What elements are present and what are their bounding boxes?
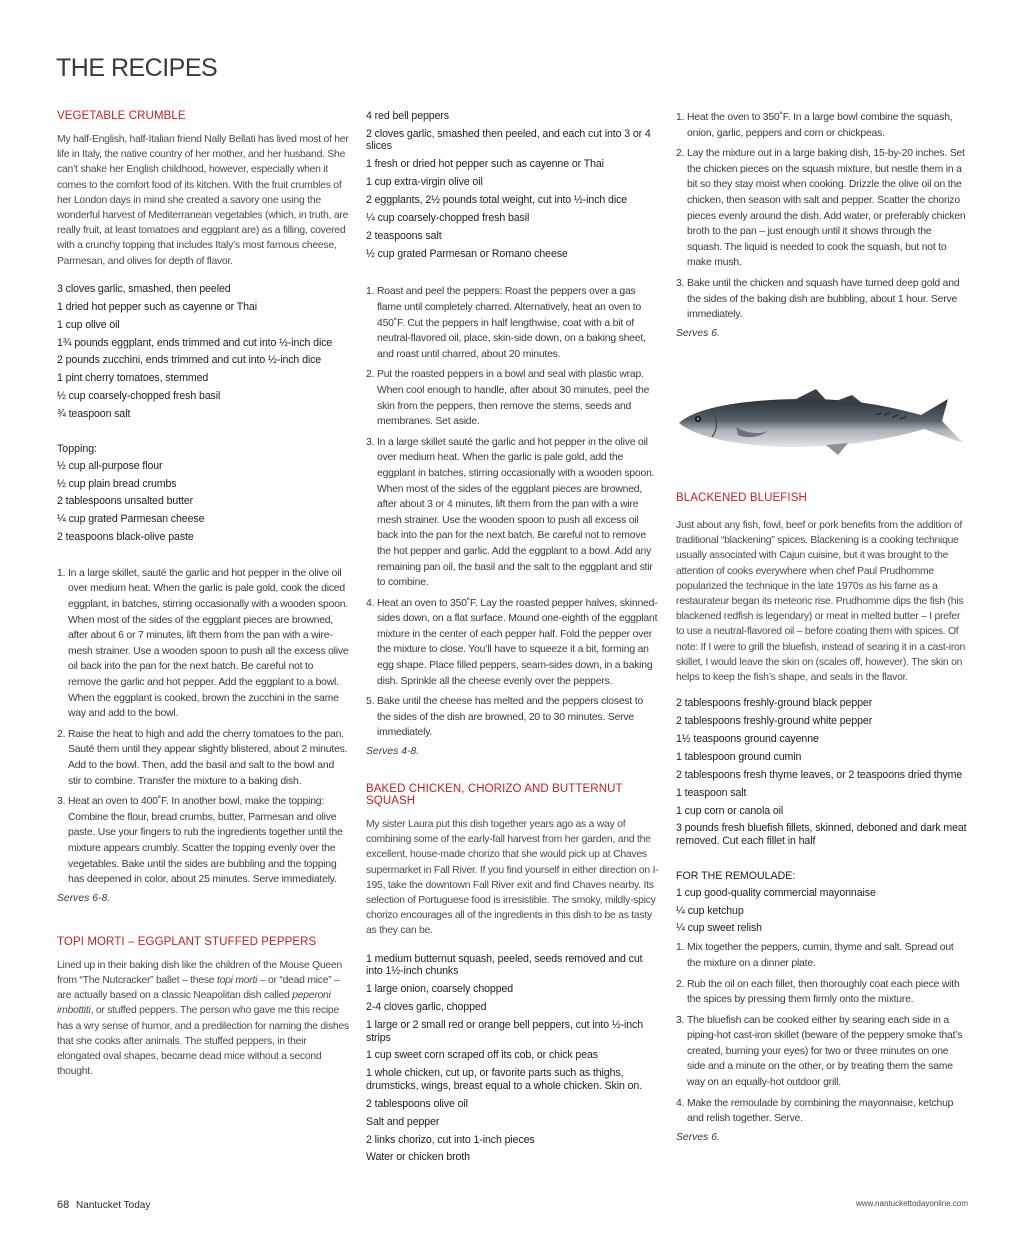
ingredient-item: 2 tablespoons freshly-ground white pepper <box>676 715 873 728</box>
blackened-bluefish-intro: Just about any fish, fowl, beef or pork benefits from the addition of traditional “blackening” spices. Blackening is a cooking technique usually associated with Cajun cuisine, but it was brought to the attention of cooks everywhere when chef Paul Prudhomme popularized the technique in the late 1970s as his fame as a restaurateur began its meteoric rise. Prudhomme dips the fish (his blackened redfish is legendary) or meat in melted butter – I prefer to use a neutral-flavored oil – before coating them with spices. Of note: If I were to grill the bluefish, instead of searing it in a cast-iron skillet, I would leave the skin on (scales off, however). The skin on helps to keep the fish’s shape, and seals in the flavor. <box>676 520 966 684</box>
baked-chicken-steps <box>676 110 968 323</box>
topping-ingredients <box>57 460 349 544</box>
step-item: 1. Roast and peel the peppers: Roast the peppers over a gas flame until completely charred. Alternatively, heat an oven to 450˚F. Cut the peppers in half lengthwise, coat with a bit of neutral-flavored oil, place, skin-side down, on a baking sheet, and roast until charred, about 20 minutes. <box>366 286 646 360</box>
ingredient-item: 1 cup extra-virgin olive oil <box>366 176 483 189</box>
topi-morti-ingredients <box>366 110 659 260</box>
step-item: 2. Lay the mixture out in a large baking dish, 15-by-20 inches. Set the chicken pieces on the squash mixture, but nestle them in a bit so they stay moist when cooking. Drizzle the olive oil on the chicken, then season with salt and pepper. Scatter the chorizo pieces evenly around the dish. Add water, or preferably chicken broth to the pan – just enough until it shows through the squash. The liquid is needed to cook the squash, but not to make mush. <box>676 148 966 269</box>
topi-morti-steps <box>366 284 659 741</box>
ingredient-item: ¾ teaspoon salt <box>57 408 131 421</box>
footer-left <box>57 1199 150 1211</box>
ingredient-item: 1 large onion, coarsely chopped <box>366 983 514 996</box>
vegetable-crumble-heading: VEGETABLE CRUMBLE <box>57 110 186 122</box>
bluefish-illustration <box>676 385 968 463</box>
ingredient-item: 1 dried hot pepper such as cayenne or Thai <box>57 300 257 313</box>
ingredient-item: 2 tablespoons fresh thyme leaves, or 2 teaspoons dried thyme <box>676 768 963 781</box>
ingredient-item: 2 tablespoons freshly-ground black pepper <box>676 697 873 710</box>
vegetable-crumble-serves: Serves 6-8. <box>57 892 111 904</box>
ingredient-item: 4 red bell peppers <box>366 110 450 122</box>
ingredient-item: 1 large or 2 small red or orange bell peppers, cut into ½-inch strips <box>366 1018 644 1044</box>
ingredient-item: ¼ cup ketchup <box>676 904 744 917</box>
column-middle <box>366 110 659 1169</box>
step-item: 4. Make the remoulade by combining the mayonnaise, ketchup and relish together. Serve. <box>676 1097 954 1125</box>
baked-chicken-serves: Serves 6. <box>676 327 720 339</box>
ingredient-line: 1¾ pounds eggplant, ends trimmed and cut into ½-inch dice <box>57 336 333 349</box>
ingredient-item: 2 pounds zucchini, ends trimmed and cut into ½-inch dice <box>57 354 322 367</box>
ingredient-item: 1½ teaspoons ground cayenne <box>676 733 819 746</box>
step-item: 2. Raise the heat to high and add the cherry tomatoes to the pan. Sauté them until they appear slightly blistered, about 2 minutes. Add to the bowl. Then, add the basil and salt to the bowl and stir to combine. Transfer the mixture to a baking dish. <box>57 728 348 787</box>
ingredient-item: 1 cup olive oil <box>57 318 120 331</box>
step-item: 3. In a large skillet sauté the garlic and hot pepper in the olive oil over medium heat. When the garlic is pale gold, add the eggplant in batches, stirring occasionally with a wooden spoon. When most of the sides of the eggplant pieces are browned, after about 3 or 4 minutes, lift them from the pan with a wire mesh strainer. Use the wooden spoon to push all excess oil back into the pan for the next batch. Be careful not to remove the hot pepper and garlic. Add the eggplant to a bowl. Add any remaining pan oil, the basil and the salt to the eggplant and stir to combine. <box>366 436 655 589</box>
baked-chicken-ingredients <box>366 953 659 1164</box>
ingredient-item: 1 teaspoon salt <box>676 786 747 799</box>
ingredient-item: 3 cloves garlic, smashed, then peeled <box>57 282 231 295</box>
ingredient-item: 2 tablespoons unsalted butter <box>57 495 194 508</box>
blackened-bluefish-heading: BLACKENED BLUEFISH <box>676 492 807 504</box>
ingredient-item: 2 cloves garlic, smashed then peeled, and each cut into 3 or 4 slices <box>366 127 651 153</box>
page-title: THE RECIPES <box>56 54 218 82</box>
step-item: 4. Heat an oven to 350˚F. Lay the roasted pepper halves, skinned-sides down, on a flat surface. Mound one-eighth of the eggplant mixture in the center of each pepper half. Fold the pepper over the mixture to close. You’ll have to squeeze it a bit, forming an egg shape. Place filled peppers, seam-sides down, in a baking dish. Sprinkle all the cheese evenly over the peppers. <box>366 597 658 687</box>
blackened-bluefish-ingredients <box>676 697 968 847</box>
ingredient-item: ¼ cup grated Parmesan cheese <box>57 513 205 526</box>
ingredient-item: ¼ cup sweet relish <box>676 922 762 935</box>
footer-website: www.nantuckettodayonline.com <box>855 1199 968 1208</box>
blackened-bluefish-steps <box>676 940 968 1127</box>
vegetable-crumble-steps <box>57 566 349 888</box>
ingredient-item: 2-4 cloves garlic, chopped <box>366 1001 487 1014</box>
step-item: 5. Bake until the cheese has melted and the peppers closest to the sides of the dish are browned, 20 to 30 minutes. Serve immediately. <box>366 696 644 739</box>
vegetable-crumble-ingredients <box>57 283 349 421</box>
ingredient-item: 1 whole chicken, cut up, or favorite parts such as thighs, drumsticks, wings, breast equal to a whole chicken. Skin on. <box>366 1067 643 1092</box>
ingredient-item: 1 cup corn or canola oil <box>676 804 784 817</box>
step-item: 2. Rub the oil on each fillet, then thoroughly coat each piece with the spices by pressing them firmly onto the mixture. <box>676 978 960 1006</box>
ingredient-item: ¼ cup coarsely-chopped fresh basil <box>366 212 530 225</box>
fish-shape <box>679 389 963 455</box>
ingredient-item: 1 fresh or dried hot pepper such as cayenne or Thai <box>366 158 604 171</box>
ingredient-item: 3 pounds fresh bluefish fillets, skinned, deboned and dark meat removed. Cut each fillet in half <box>676 822 967 848</box>
blackened-bluefish-serves: Serves 6. <box>676 1131 720 1143</box>
step-item: 1. Heat the oven to 350˚F. In a large bowl combine the squash, onion, garlic, peppers and corn or chickpeas. <box>676 112 953 139</box>
ingredient-item: 1 cup sweet corn scraped off its cob, or chick peas <box>366 1049 599 1062</box>
baked-chicken-intro: My sister Laura put this dish together years ago as a way of combining some of the early-fall harvest from her garden, and the excellent, house-made chorizo that she would pick up at Chaves supermarket in Fall River. If you find yourself in either direction on I-195, take the downtown Fall River exit and find Chaves nearby. Its selection of Portuguese food is irresistible. The smoky, mildly-spicy chorizo encourages all of the ingredients in this dish to be as tasty as they can be. <box>366 819 659 937</box>
ingredient-item: ½ cup all-purpose flour <box>57 459 163 472</box>
step-item: 3. Heat an oven to 400˚F. In another bowl, make the topping: Combine the flour, bread crumbs, butter, Parmesan and olive paste. Use your fingers to rub the ingredients together until the mixture appears crumbly. Scatter the topping evenly over the vegetables. Bake until the sides are bubbling and the topping has deepened in color, about 25 minutes. Serve immediately. <box>57 796 343 886</box>
ingredient-item: 2 eggplants, 2½ pounds total weight, cut into ½-inch dice <box>366 194 628 207</box>
remoulade-ingredients <box>676 887 968 935</box>
column-left <box>57 110 349 1079</box>
ingredient-item: ½ cup grated Parmesan or Romano cheese <box>366 247 568 260</box>
topi-morti-serves: Serves 4-8. <box>366 746 420 758</box>
ingredient-item: 2 links chorizo, cut into 1-inch pieces <box>366 1133 535 1146</box>
vegetable-crumble-intro: My half-English, half-Italian friend Nally Bellati has lived most of her life in Italy, the native country of her mother, and her husband. She can’t shake her English childhood, however, especially when it comes to the comfort food of its kitchen. With the fruit crumbles of her London days in mind she created a savory one using the wonderful harvest of Mediterranean vegetables (which, in truth, are really fruit, at least tomatoes and eggplant are) as a filling, covered with a crunchy topping that includes Italy’s most famous cheese, Parmesan, and olives for depth of flavor. <box>57 134 349 267</box>
ingredient-item <box>57 337 349 350</box>
ingredient-item: 2 teaspoons black-olive paste <box>57 531 194 544</box>
ingredient-item: ½ cup coarsely-chopped fresh basil <box>57 390 221 403</box>
ingredient-item: 1 cup good-quality commercial mayonnaise <box>676 886 876 899</box>
ingredient-item: 2 tablespoons olive oil <box>366 1097 468 1110</box>
column-right-lower <box>676 492 968 1143</box>
ingredient-item: ½ cup plain bread crumbs <box>57 477 177 490</box>
topi-morti-heading: TOPI MORTI – EGGPLANT STUFFED PEPPERS <box>57 935 317 948</box>
step-item: 3. Bake until the chicken and squash have turned deep gold and the sides of the baking dish are bubbling, about 1 hour. Serve immediately. <box>676 277 960 321</box>
ingredient-item: Salt and pepper <box>366 1115 440 1128</box>
column-right <box>676 110 968 339</box>
ingredient-item: Water or chicken broth <box>366 1151 470 1164</box>
step-item: 1. Mix together the peppers, cumin, thyme and salt. Spread out the mixture on a dinner plate. <box>676 942 954 969</box>
step-item: 1. In a large skillet, sauté the garlic and hot pepper in the olive oil over medium heat. When the garlic is pale gold, cook the diced eggplant, in batches, stirring occasionally with a wooden spoon. When most of the sides of the eggplant pieces are browned, after about 6 or 7 minutes, lift them from the pan with a wire-mesh strainer. Use a wooden spoon to push all the excess olive oil back into the pan for the next batch. Be careful not to remove the garlic and hot pepper. Add the eggplant to a bowl. When the eggplant is cooked, brown the zucchini in the same way and add to the bowl. <box>57 567 349 720</box>
ingredient-item: 1 medium butternut squash, peeled, seeds removed and cut into 1½-inch chunks <box>366 952 643 978</box>
ingredient-item: 1 pint cherry tomatoes, stemmed <box>57 372 209 385</box>
topping-label: Topping: <box>57 442 98 455</box>
baked-chicken-heading: BAKED CHICKEN, CHORIZO AND BUTTERNUT SQUASH <box>366 783 623 808</box>
remoulade-label: FOR THE REMOULADE: <box>676 869 796 882</box>
step-item: 3. The bluefish can be cooked either by searing each side in a piping-hot cast-iron skillet (beware of the peppery smoke that’s created, burning your eyes) for two or three minutes on one side and a minute on the other, or by treating them the same way on an equally-hot outdoor grill. <box>676 1014 963 1089</box>
page-number: 68 <box>57 1199 70 1211</box>
topi-morti-intro: Lined up in their baking dish like the children of the Mouse Queen from “The Nutcracker” ballet – these topi morti – or “dead mice” – are actually based on a classic Neapolitan dish called peperoni imbottiti, or stuffed peppers. The person who gave me this recipe has a wry sense of humor, and a predilection for naming the dishes that she cooks after animals. The stuffed peppers, in their elongated oval shapes, became dead mice without a second thought. <box>57 959 349 1078</box>
ingredient-item: 2 teaspoons salt <box>366 229 442 242</box>
publication-name: Nantucket Today <box>76 1200 151 1211</box>
ingredient-item: 1 tablespoon ground cumin <box>676 750 802 763</box>
step-item: 2. Put the roasted peppers in a bowl and seal with plastic wrap. When cool enough to handle, after about 30 minutes, peel the skin from the peppers, then remove the stems, seeds and membranes. Set aside. <box>366 369 650 428</box>
